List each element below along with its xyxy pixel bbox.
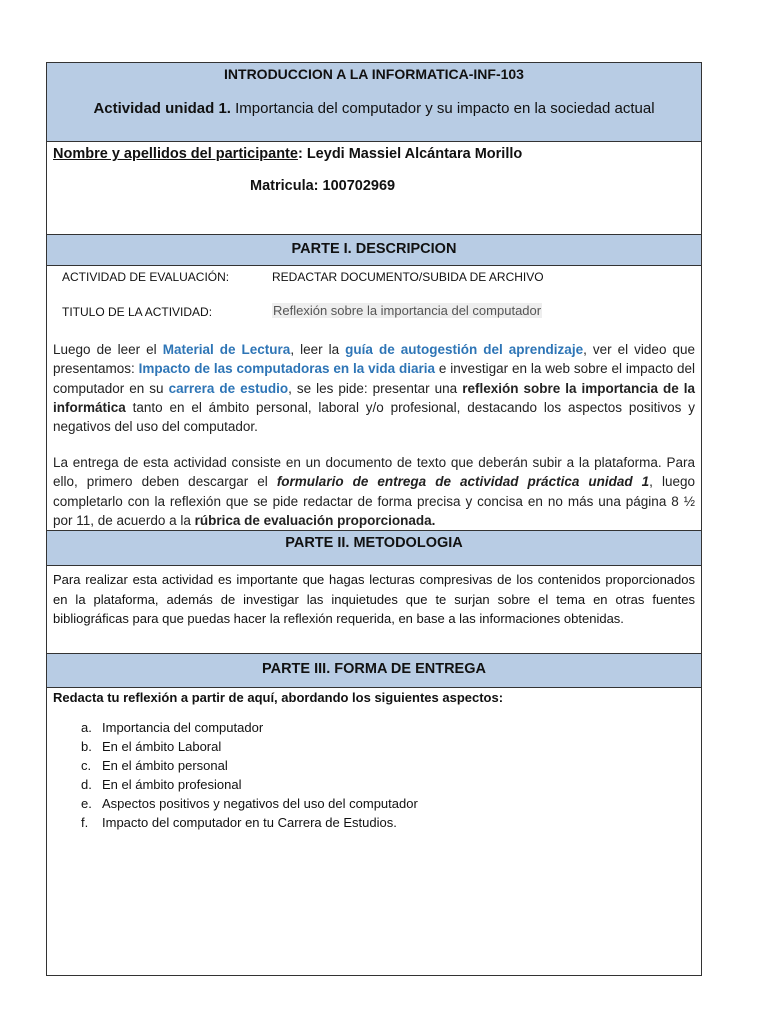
parte3-header — [47, 653, 701, 688]
p2-text-2: , luego completarlo con la reflexión que se pide redactar de forma precisa y concisa en no más una página 8 ½ por 11, de acuerdo a la — [53, 474, 695, 528]
activity-text: Importancia del computador y su impacto en la sociedad actual — [235, 100, 655, 117]
parte2-header — [47, 530, 701, 566]
participant-name-label: Nombre y apellidos del participante — [53, 146, 298, 162]
parte1-header — [47, 234, 701, 266]
list-item-text: Importancia del computador — [102, 720, 264, 735]
list-item-text: Impacto del computador en tu Carrera de Estudios. — [102, 815, 397, 830]
list-item — [81, 794, 418, 813]
eval-value: REDACTAR DOCUMENTO/SUBIDA DE ARCHIVO — [272, 270, 544, 284]
parte2-title: PARTE II. METODOLOGIA — [285, 535, 463, 551]
list-marker: a. — [81, 720, 92, 735]
eval-label: ACTIVIDAD DE EVALUACIÓN: — [62, 270, 230, 284]
carrera-estudio-link[interactable]: carrera de estudio — [168, 380, 289, 396]
titulo-label: TITULO DE LA ACTIVIDAD: — [62, 305, 213, 319]
list-item-text: En el ámbito personal — [102, 758, 228, 773]
parte3-title: PARTE III. FORMA DE ENTREGA — [262, 661, 486, 677]
p1-text-2: , leer la — [290, 342, 346, 357]
metodologia-text: Para realizar esta actividad es importante que hagas lecturas compresivas de los contenidos proporcionados en la plataforma, además de investigar las inquietudes que te surjan sobre el tema en otras fuentes bibliográficas para que puedas hacer la reflexión requerida, en base a las informaciones obtenidas. — [53, 572, 695, 626]
entrega-intro: Redacta tu reflexión a partir de aquí, abordando los siguientes aspectos: — [53, 690, 504, 705]
participant-matricula: Matricula: 100702969 — [250, 178, 396, 194]
list-marker: d. — [81, 777, 92, 792]
rubrica-evaluacion: rúbrica de evaluación proporcionada. — [194, 512, 436, 528]
form-header — [47, 63, 701, 142]
list-item-text: Aspectos positivos y negativos del uso del computador — [102, 796, 418, 811]
list-marker: c. — [81, 758, 92, 773]
list-item — [81, 737, 418, 756]
name-colon: : — [297, 146, 303, 162]
activity-heading — [47, 100, 701, 117]
list-item-text: En el ámbito Laboral — [102, 739, 222, 754]
list-item — [81, 775, 418, 794]
titulo-value: Reflexión sobre la importancia del computador — [273, 303, 542, 318]
description-paragraph-2 — [53, 453, 695, 530]
activity-form — [46, 62, 702, 976]
p1-bold: reflexión sobre la importancia de la informática — [53, 380, 695, 415]
formulario-entrega: formulario de entrega de actividad práctica unidad 1 — [276, 474, 650, 490]
list-item — [81, 718, 418, 737]
guia-autogestion-link[interactable]: guía de autogestión del aprendizaje — [345, 342, 584, 357]
video-link[interactable]: Impacto de las computadoras en la vida diaria — [138, 361, 436, 377]
material-lectura-link[interactable]: Material de Lectura — [162, 342, 291, 357]
list-marker: e. — [81, 796, 92, 811]
list-item — [81, 756, 418, 775]
p1-text-3: , ver el video que presentamos: — [53, 342, 696, 377]
list-marker: f. — [81, 815, 89, 830]
list-marker: b. — [81, 739, 92, 754]
list-item-text: En el ámbito profesional — [102, 777, 242, 792]
activity-label: Actividad unidad 1. — [93, 100, 231, 117]
p1-text-4: e investigar en la web sobre el impacto del computador en su — [53, 361, 695, 396]
description-paragraph-1 — [53, 340, 695, 436]
aspects-list — [81, 718, 418, 832]
p1-text-6: tanto en el ámbito personal, laboral y/o profesional, destacando los aspectos positivos y negativos del uso del computador. — [53, 399, 695, 435]
participant-name-value: Leydi Massiel Alcántara Morillo — [306, 146, 523, 162]
p1-text-1: Luego de leer el — [53, 342, 163, 357]
p1-text-5: , se les pide: presentar una — [288, 380, 463, 396]
course-title: INTRODUCCION A LA INFORMATICA-INF-103 — [224, 66, 524, 82]
participant-name-line — [53, 146, 522, 162]
list-item — [81, 813, 418, 832]
parte1-title: PARTE I. DESCRIPCION — [291, 241, 457, 257]
p2-text-1: La entrega de esta actividad consiste en un documento de texto que deberán subir a la plataforma. Para ello, primero deben descargar el — [53, 455, 695, 490]
